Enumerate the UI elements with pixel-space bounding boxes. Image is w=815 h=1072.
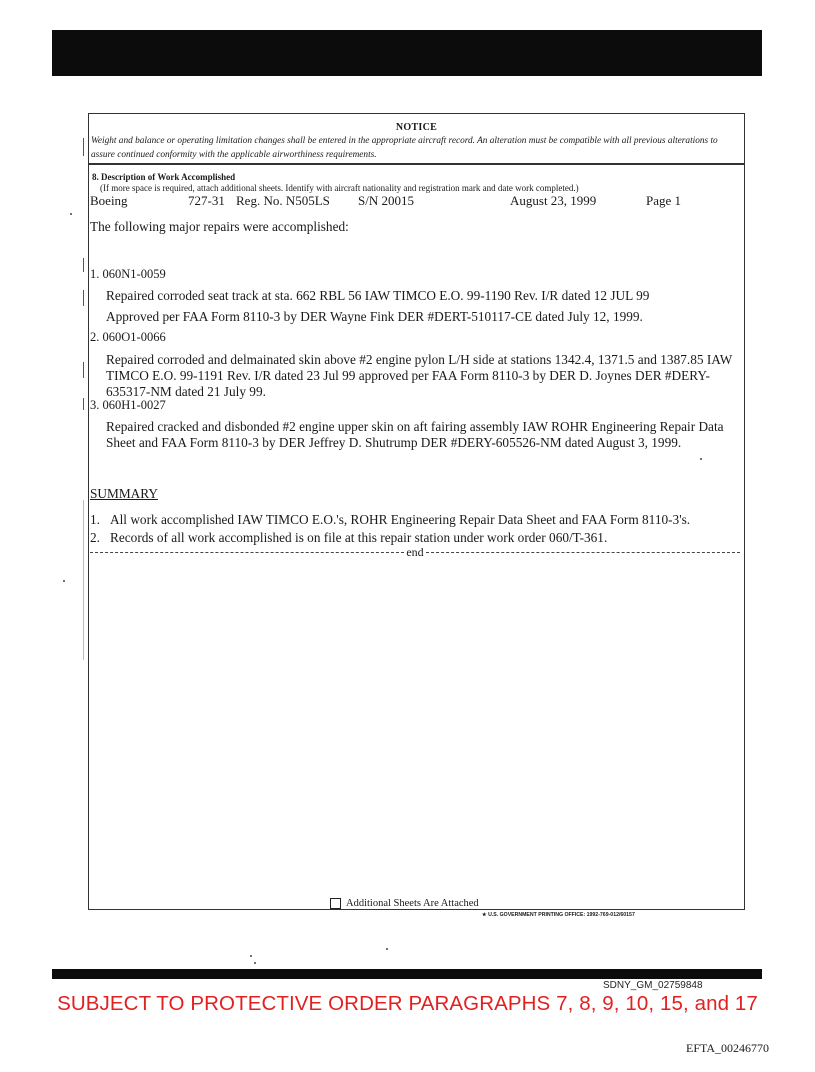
notice-divider	[88, 163, 745, 165]
summary-item-number: 2.	[90, 530, 100, 545]
end-marker: end	[406, 545, 424, 559]
gpo-imprint: ★ U.S. GOVERNMENT PRINTING OFFICE: 1992-769-012/60157	[482, 912, 635, 918]
repair-2-description: Repaired corroded and delmainated skin above #2 engine pylon L/H side at stations 1342.4, 1371.5 and 1387.85 IAW TIMCO E.O. 99-1191 Rev. I/R dated 23 Jul 99 approved per FAA Form 8110-3 by DER D. Joynes DER #DERY-635317-NM dated 21 July 99.	[106, 352, 733, 399]
page-number: Page 1	[646, 193, 682, 208]
dash-rule-left	[90, 552, 404, 553]
repair-1-number: 1. 060N1-0059	[90, 267, 166, 281]
bates-number: SDNY_GM_02759848	[603, 980, 703, 991]
summary-item-number: 1.	[90, 512, 100, 527]
scan-speck	[386, 948, 388, 950]
registration-number: Reg. No. N505LS	[236, 193, 330, 208]
scan-speck	[250, 955, 252, 957]
work-date: August 23, 1999	[510, 193, 597, 208]
summary-item-text: All work accomplished IAW TIMCO E.O.'s, ROHR Engineering Repair Data Sheet and FAA Form 8110-3's.	[110, 512, 691, 527]
scan-speck	[70, 213, 72, 215]
end-marker-line	[90, 544, 740, 560]
summary-item-text: Records of all work accomplished is on file at this repair station under work order 060/T-361.	[110, 530, 608, 545]
scan-speck	[700, 458, 702, 460]
repair-1-line-2: Approved per FAA Form 8110-3 by DER Wayne Fink DER #DERT-510117-CE dated July 12, 1999.	[106, 309, 643, 324]
margin-mark	[83, 362, 84, 378]
scan-speck	[254, 962, 256, 964]
margin-mark	[83, 258, 84, 272]
repair-3-number: 3. 060H1-0027	[90, 398, 166, 412]
section-title: 8. Description of Work Accomplished	[92, 172, 236, 182]
margin-mark	[83, 500, 84, 660]
summary-item	[90, 512, 690, 528]
repair-1-line-1: Repaired corroded seat track at sta. 662 RBL 56 IAW TIMCO E.O. 99-1190 Rev. I/R dated 12 JUL 99	[106, 288, 650, 303]
margin-mark	[83, 398, 84, 410]
additional-sheets-row	[330, 898, 479, 909]
additional-sheets-checkbox[interactable]	[330, 898, 341, 909]
scan-speck	[63, 580, 65, 582]
section-subtitle: (If more space is required, attach additional sheets. Identify with aircraft nationality and registration mark and date work completed.)	[100, 183, 579, 193]
notice-title: NOTICE	[395, 122, 438, 133]
dash-rule-right	[426, 552, 740, 553]
notice-text: Weight and balance or operating limitation changes shall be entered in the appropriate aircraft record. An alteration must be compatible with all previous alterations to assure continued conformity with the applicable airworthiness requirements.	[91, 136, 718, 160]
bottom-redaction-bar	[52, 969, 762, 979]
top-redaction-bar	[52, 30, 762, 76]
serial-number: S/N 20015	[358, 193, 414, 208]
repair-2-number: 2. 060O1-0066	[90, 330, 166, 344]
repair-3-description: Repaired cracked and disbonded #2 engine upper skin on aft fairing assembly IAW ROHR Engineering Repair Data Sheet and FAA Form 8110-3 by DER Jeffrey D. Shutrump DER #DERY-605526-NM dated August 3, 1999.	[106, 419, 724, 450]
additional-sheets-label: Additional Sheets Are Attached	[346, 898, 479, 909]
summary-heading: SUMMARY	[90, 486, 158, 501]
aircraft-make: Boeing	[90, 193, 128, 208]
protective-order-banner: SUBJECT TO PROTECTIVE ORDER PARAGRAPHS 7, 8, 9, 10, 15, and 17	[57, 992, 758, 1015]
intro-text: The following major repairs were accomplished:	[90, 219, 349, 234]
efta-number: EFTA_00246770	[686, 1041, 770, 1055]
margin-mark	[83, 290, 84, 306]
aircraft-model: 727-31	[188, 193, 225, 208]
margin-mark	[83, 138, 84, 156]
